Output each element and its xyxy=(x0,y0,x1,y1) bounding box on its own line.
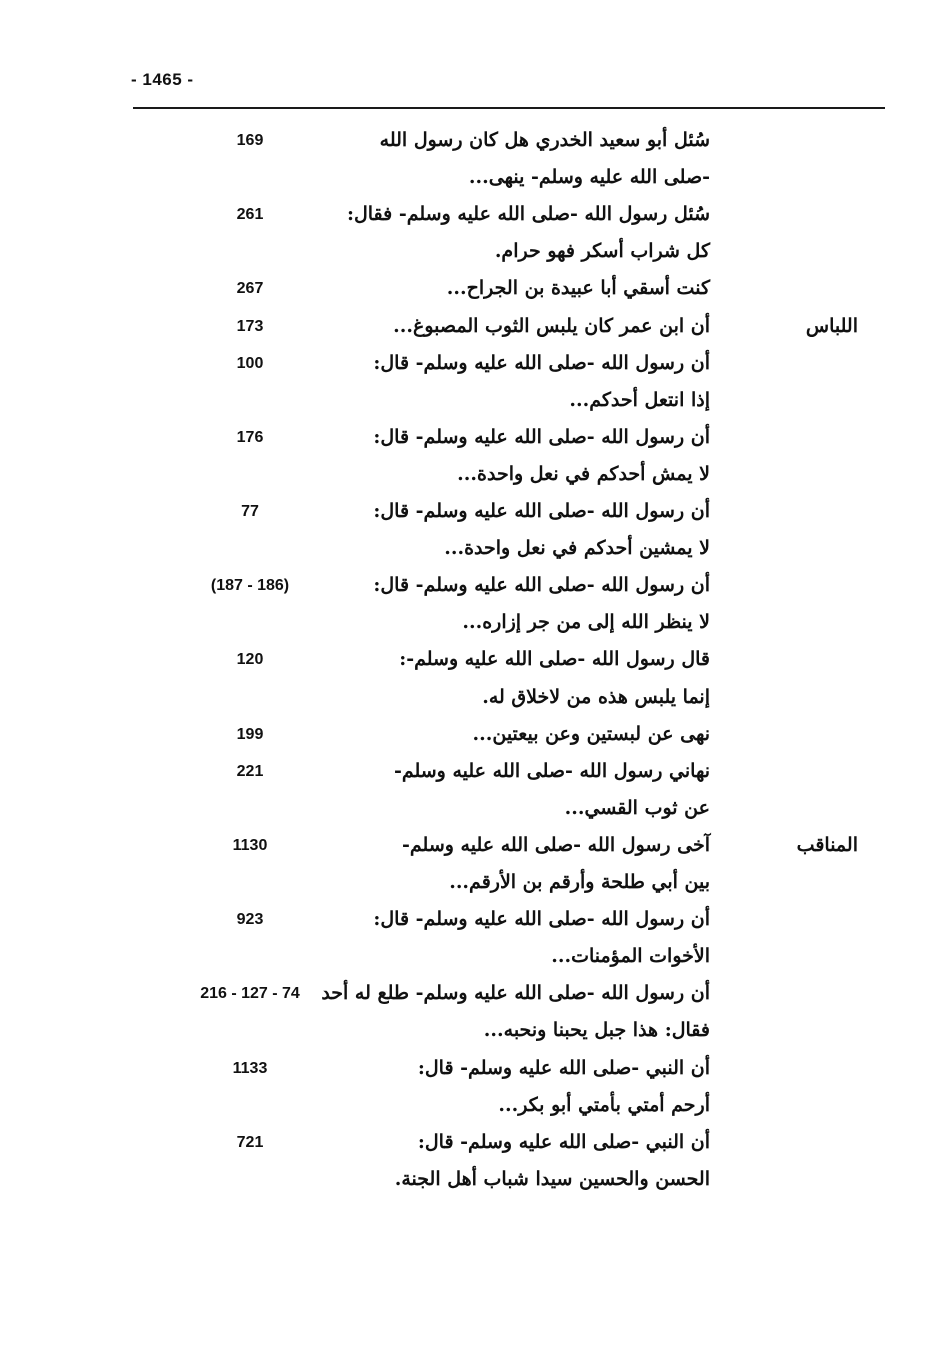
entry-text: أن رسول الله -صلى الله عليه وسلم- قال: xyxy=(373,500,710,522)
entry-text: إنما يلبس هذه من لاخلاق له. xyxy=(482,686,710,708)
entry-text: بين أبي طلحة وأرقم بن الأرقم... xyxy=(449,871,710,893)
entry-reference: 77 xyxy=(241,503,259,520)
entry-text: أن رسول الله -صلى الله عليه وسلم- قال: xyxy=(373,426,710,448)
entry-reference: 120 xyxy=(236,651,264,668)
entry-text: نهى عن لبستين وعن بيعتين... xyxy=(472,723,710,745)
entry-reference: 100 xyxy=(236,355,264,372)
entry-reference: 173 xyxy=(236,318,264,335)
entry-text: أن رسول الله -صلى الله عليه وسلم- قال: xyxy=(373,908,710,930)
entry-text: عن ثوب القسي... xyxy=(564,797,710,819)
section-heading: المناقب xyxy=(796,834,858,856)
entry-reference: 1133 xyxy=(232,1060,268,1077)
entry-text: -صلى الله عليه وسلم- ينهى... xyxy=(468,166,710,188)
entry-text: الأخوات المؤمنات... xyxy=(551,945,710,967)
entry-reference: 923 xyxy=(236,911,264,928)
entry-text: نهاني رسول الله -صلى الله عليه وسلم- xyxy=(393,760,710,782)
entry-text: سُئل أبو سعيد الخدري هل كان رسول الله xyxy=(379,129,710,151)
header-divider xyxy=(133,107,885,109)
entry-text: أن النبي -صلى الله عليه وسلم- قال: xyxy=(417,1057,710,1079)
entry-reference: 216 - 127 - 74 xyxy=(200,985,300,1002)
entry-text: سُئل رسول الله -صلى الله عليه وسلم- فقال: xyxy=(346,203,710,225)
entry-reference: 176 xyxy=(236,429,264,446)
entry-reference: 199 xyxy=(236,726,264,743)
entry-text: أن رسول الله -صلى الله عليه وسلم- قال: xyxy=(373,352,710,374)
entry-text: الحسن والحسين سيدا شباب أهل الجنة. xyxy=(394,1168,710,1190)
entry-text: إذا انتعل أحدكم... xyxy=(569,389,710,411)
entry-reference: 221 xyxy=(236,763,264,780)
entry-reference: 721 xyxy=(236,1134,264,1151)
entry-reference: 169 xyxy=(236,132,264,149)
entry-text: أن النبي -صلى الله عليه وسلم- قال: xyxy=(417,1131,710,1153)
entry-reference: 1130 xyxy=(232,837,268,854)
entry-text: فقال: هذا جبل يحبنا ونحبه... xyxy=(483,1019,710,1041)
entry-text: لا يمش أحدكم في نعل واحدة... xyxy=(457,463,710,485)
page-number: - 1465 - xyxy=(131,70,194,89)
entry-text: أن ابن عمر كان يلبس الثوب المصبوغ... xyxy=(393,315,710,337)
section-heading: اللباس xyxy=(805,315,858,337)
entry-reference: (187 - 186) xyxy=(210,577,290,594)
entry-text: أن رسول الله -صلى الله عليه وسلم- طلع له أحد xyxy=(321,982,710,1004)
entry-text: كنت أسقي أبا عبيدة بن الجراح... xyxy=(446,277,710,299)
entry-text: لا يمشين أحدكم في نعل واحدة... xyxy=(444,537,710,559)
entry-text: آخى رسول الله -صلى الله عليه وسلم- xyxy=(402,834,710,856)
entry-text: أن رسول الله -صلى الله عليه وسلم- قال: xyxy=(373,574,710,596)
entry-text: لا ينظر الله إلى من جر إزاره... xyxy=(462,611,710,633)
entry-text: قال رسول الله -صلى الله عليه وسلم-: xyxy=(399,648,710,670)
entry-reference: 267 xyxy=(236,280,264,297)
entry-reference: 261 xyxy=(236,206,264,223)
entry-text: أرحم أمتي بأمتي أبو بكر... xyxy=(498,1094,710,1116)
entry-text: كل شراب أسكر فهو حرام. xyxy=(494,240,710,262)
